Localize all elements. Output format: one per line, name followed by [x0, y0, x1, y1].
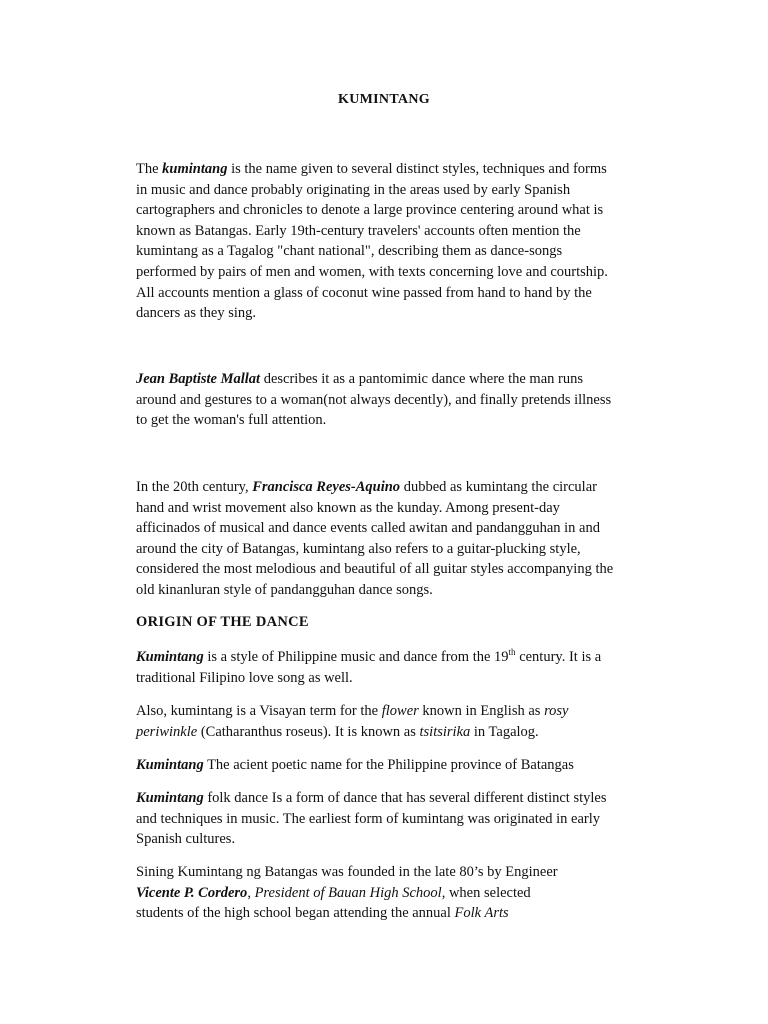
text-span: In the 20th century,	[136, 479, 253, 495]
text-line: dancers as they sing.	[136, 305, 256, 322]
emphasis-name: Vicente P. Cordero	[136, 884, 248, 901]
text-line: around and gestures to a woman(not always decently), and finally pretends illness	[136, 391, 612, 408]
text-line: All accounts mention a glass of coconut wine passed from hand to hand by the	[136, 284, 592, 301]
italic-term: tsitsirika	[419, 723, 471, 740]
text-span: is the name given to several distinct styles, techniques and forms	[227, 161, 607, 177]
text-span: Also, kumintang is a Visayan term for the	[136, 703, 382, 719]
text-span: (Catharanthus roseus). It is known as	[197, 723, 420, 740]
text-line: and techniques in music. The earliest form of kumintang was originated in early	[136, 810, 601, 827]
emphasis-name: Jean Baptiste Mallat	[136, 371, 261, 387]
italic-term: periwinkle	[136, 723, 198, 740]
text-line	[136, 159, 676, 180]
text-line: Spanish cultures.	[136, 831, 236, 848]
paragraph-style	[136, 647, 676, 688]
text-line	[136, 477, 676, 498]
text-line: old kinanluran style of pandangguhan dance songs.	[136, 581, 433, 598]
italic-term: rosy	[544, 703, 569, 719]
text-span: folk dance Is a form of dance that has several different distinct styles	[203, 790, 607, 806]
paragraph-sining-kumintang	[136, 862, 676, 924]
paragraph-intro	[136, 159, 676, 324]
text-line: considered the most melodious and beautiful of all guitar styles accompanying the	[136, 561, 614, 578]
italic-term: Folk Arts	[454, 905, 509, 922]
emphasis-term: Kumintang	[136, 649, 204, 665]
text-line: afficinados of musical and dance events called awitan and pandangguhan in and	[136, 520, 600, 537]
text-span: students of the high school began attending the annual	[136, 905, 455, 922]
text-line: around the city of Batangas, kumintang also refers to a guitar-plucking style,	[136, 540, 581, 557]
text-line: known as Batangas. Early 19th-century travelers' accounts often mention the	[136, 222, 581, 239]
text-line: traditional Filipino love song as well.	[136, 669, 353, 686]
text-line: to get the woman's full attention.	[136, 412, 327, 429]
text-line	[136, 722, 676, 743]
italic-term: flower	[381, 703, 419, 719]
text-line: in music and dance probably originating in the areas used by early Spanish	[136, 181, 571, 198]
text-line: cartographers and chronicles to denote a large province centering around what is	[136, 202, 604, 219]
text-span: century. It is a	[515, 649, 602, 665]
text-span: known in English as	[418, 703, 545, 719]
paragraph-poetic-name	[136, 755, 676, 776]
text-span: The acient poetic name for the Philippine province of Batangas	[203, 757, 574, 773]
text-line: hand and wrist movement also known as the kunday. Among present-day	[136, 499, 560, 516]
italic-title: President of Bauan High School	[254, 884, 442, 901]
superscript: th	[508, 647, 516, 658]
paragraph-folk-dance	[136, 788, 676, 850]
text-span: in Tagalog.	[470, 723, 539, 740]
text-line: Sining Kumintang ng Batangas was founded in the late 80’s by Engineer	[136, 864, 558, 880]
text-line	[136, 755, 676, 776]
text-line	[136, 647, 676, 668]
text-line	[136, 701, 676, 722]
text-span: ,	[247, 884, 255, 901]
text-line: kumintang as a Tagalog "chant national", describing them as dance-songs	[136, 243, 563, 260]
paragraph-visayan-term	[136, 701, 676, 742]
text-span: dubbed as kumintang the circular	[400, 479, 597, 495]
emphasis-name: Francisca Reyes-Aquino	[252, 479, 401, 495]
text-span: , when selected	[441, 884, 531, 901]
text-line	[136, 369, 676, 390]
paragraph-mallat	[136, 369, 676, 431]
text-span: describes it as a pantomimic dance where the man runs	[260, 371, 583, 387]
section-heading: ORIGIN OF THE DANCE	[136, 614, 309, 630]
emphasis-term: kumintang	[162, 161, 228, 177]
emphasis-term: Kumintang	[136, 757, 204, 773]
text-span: is a style of Philippine music and dance from the 19	[203, 649, 509, 665]
document-title: KUMINTANG	[338, 92, 430, 107]
paragraph-twentieth-century	[136, 477, 676, 601]
text-line	[136, 883, 676, 904]
text-line	[136, 903, 676, 924]
text-line	[136, 788, 676, 809]
text-line: performed by pairs of men and women, with texts concerning love and courtship.	[136, 263, 608, 280]
text-span: The	[136, 161, 163, 177]
emphasis-term: Kumintang	[136, 790, 204, 806]
